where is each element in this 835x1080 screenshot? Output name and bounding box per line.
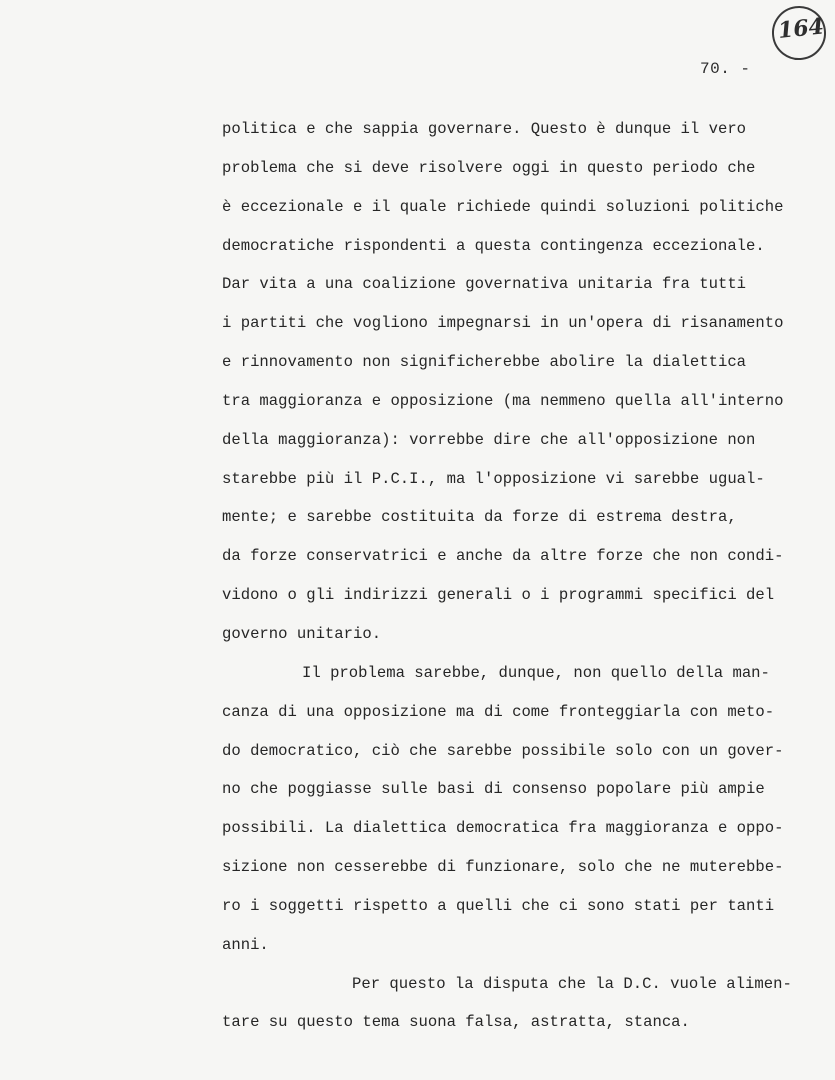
text-line: tare su questo tema suona falsa, astratta, stanca. — [222, 1013, 690, 1032]
text-line: anni. — [222, 935, 269, 954]
page-number: 70. - — [700, 60, 751, 78]
text-line: problema che si deve risolvere oggi in questo periodo che — [222, 158, 756, 177]
text-line: Per questo la disputa che la D.C. vuole alimen- — [352, 974, 792, 993]
text-line: sizione non cesserebbe di funzionare, solo che ne muterebbe- — [222, 858, 784, 877]
stamp-number: 164 — [776, 13, 826, 45]
text-line: starebbe più il P.C.I., ma l'opposizione vi sarebbe ugual- — [222, 469, 765, 488]
text-line: canza di una opposizione ma di come fronteggiarla con meto- — [222, 702, 775, 721]
text-line: tra maggioranza e opposizione (ma nemmeno quella all'interno — [222, 391, 784, 410]
text-line: Dar vita a una coalizione governativa unitaria fra tutti — [222, 275, 747, 294]
text-line: i partiti che vogliono impegnarsi in un'opera di risanamento — [222, 314, 784, 333]
text-line: da forze conservatrici e anche da altre forze che non condi- — [222, 547, 784, 566]
text-line: possibili. La dialettica democratica fra maggioranza e oppo- — [222, 819, 784, 838]
text-line: mente; e sarebbe costituita da forze di estrema destra, — [222, 508, 737, 527]
text-line: ro i soggetti rispetto a quelli che ci sono stati per tanti — [222, 896, 775, 915]
text-line: do democratico, ciò che sarebbe possibile solo con un gover- — [222, 741, 784, 760]
text-line: democratiche rispondenti a questa contingenza eccezionale. — [222, 236, 765, 255]
text-line: governo unitario. — [222, 624, 382, 643]
text-line: vidono o gli indirizzi generali o i programmi specifici del — [222, 586, 775, 605]
typed-text — [222, 110, 822, 1042]
text-line: Il problema sarebbe, dunque, non quello della man- — [302, 663, 770, 682]
text-line: e rinnovamento non significherebbe abolire la dialettica — [222, 353, 747, 372]
archive-stamp — [772, 6, 826, 60]
text-line: no che poggiasse sulle basi di consenso popolare più ampie — [222, 780, 765, 799]
text-line: è eccezionale e il quale richiede quindi soluzioni politiche — [222, 197, 784, 216]
text-line: politica e che sappia governare. Questo è dunque il vero — [222, 120, 747, 138]
text-line: della maggioranza): vorrebbe dire che all'opposizione non — [222, 430, 756, 449]
